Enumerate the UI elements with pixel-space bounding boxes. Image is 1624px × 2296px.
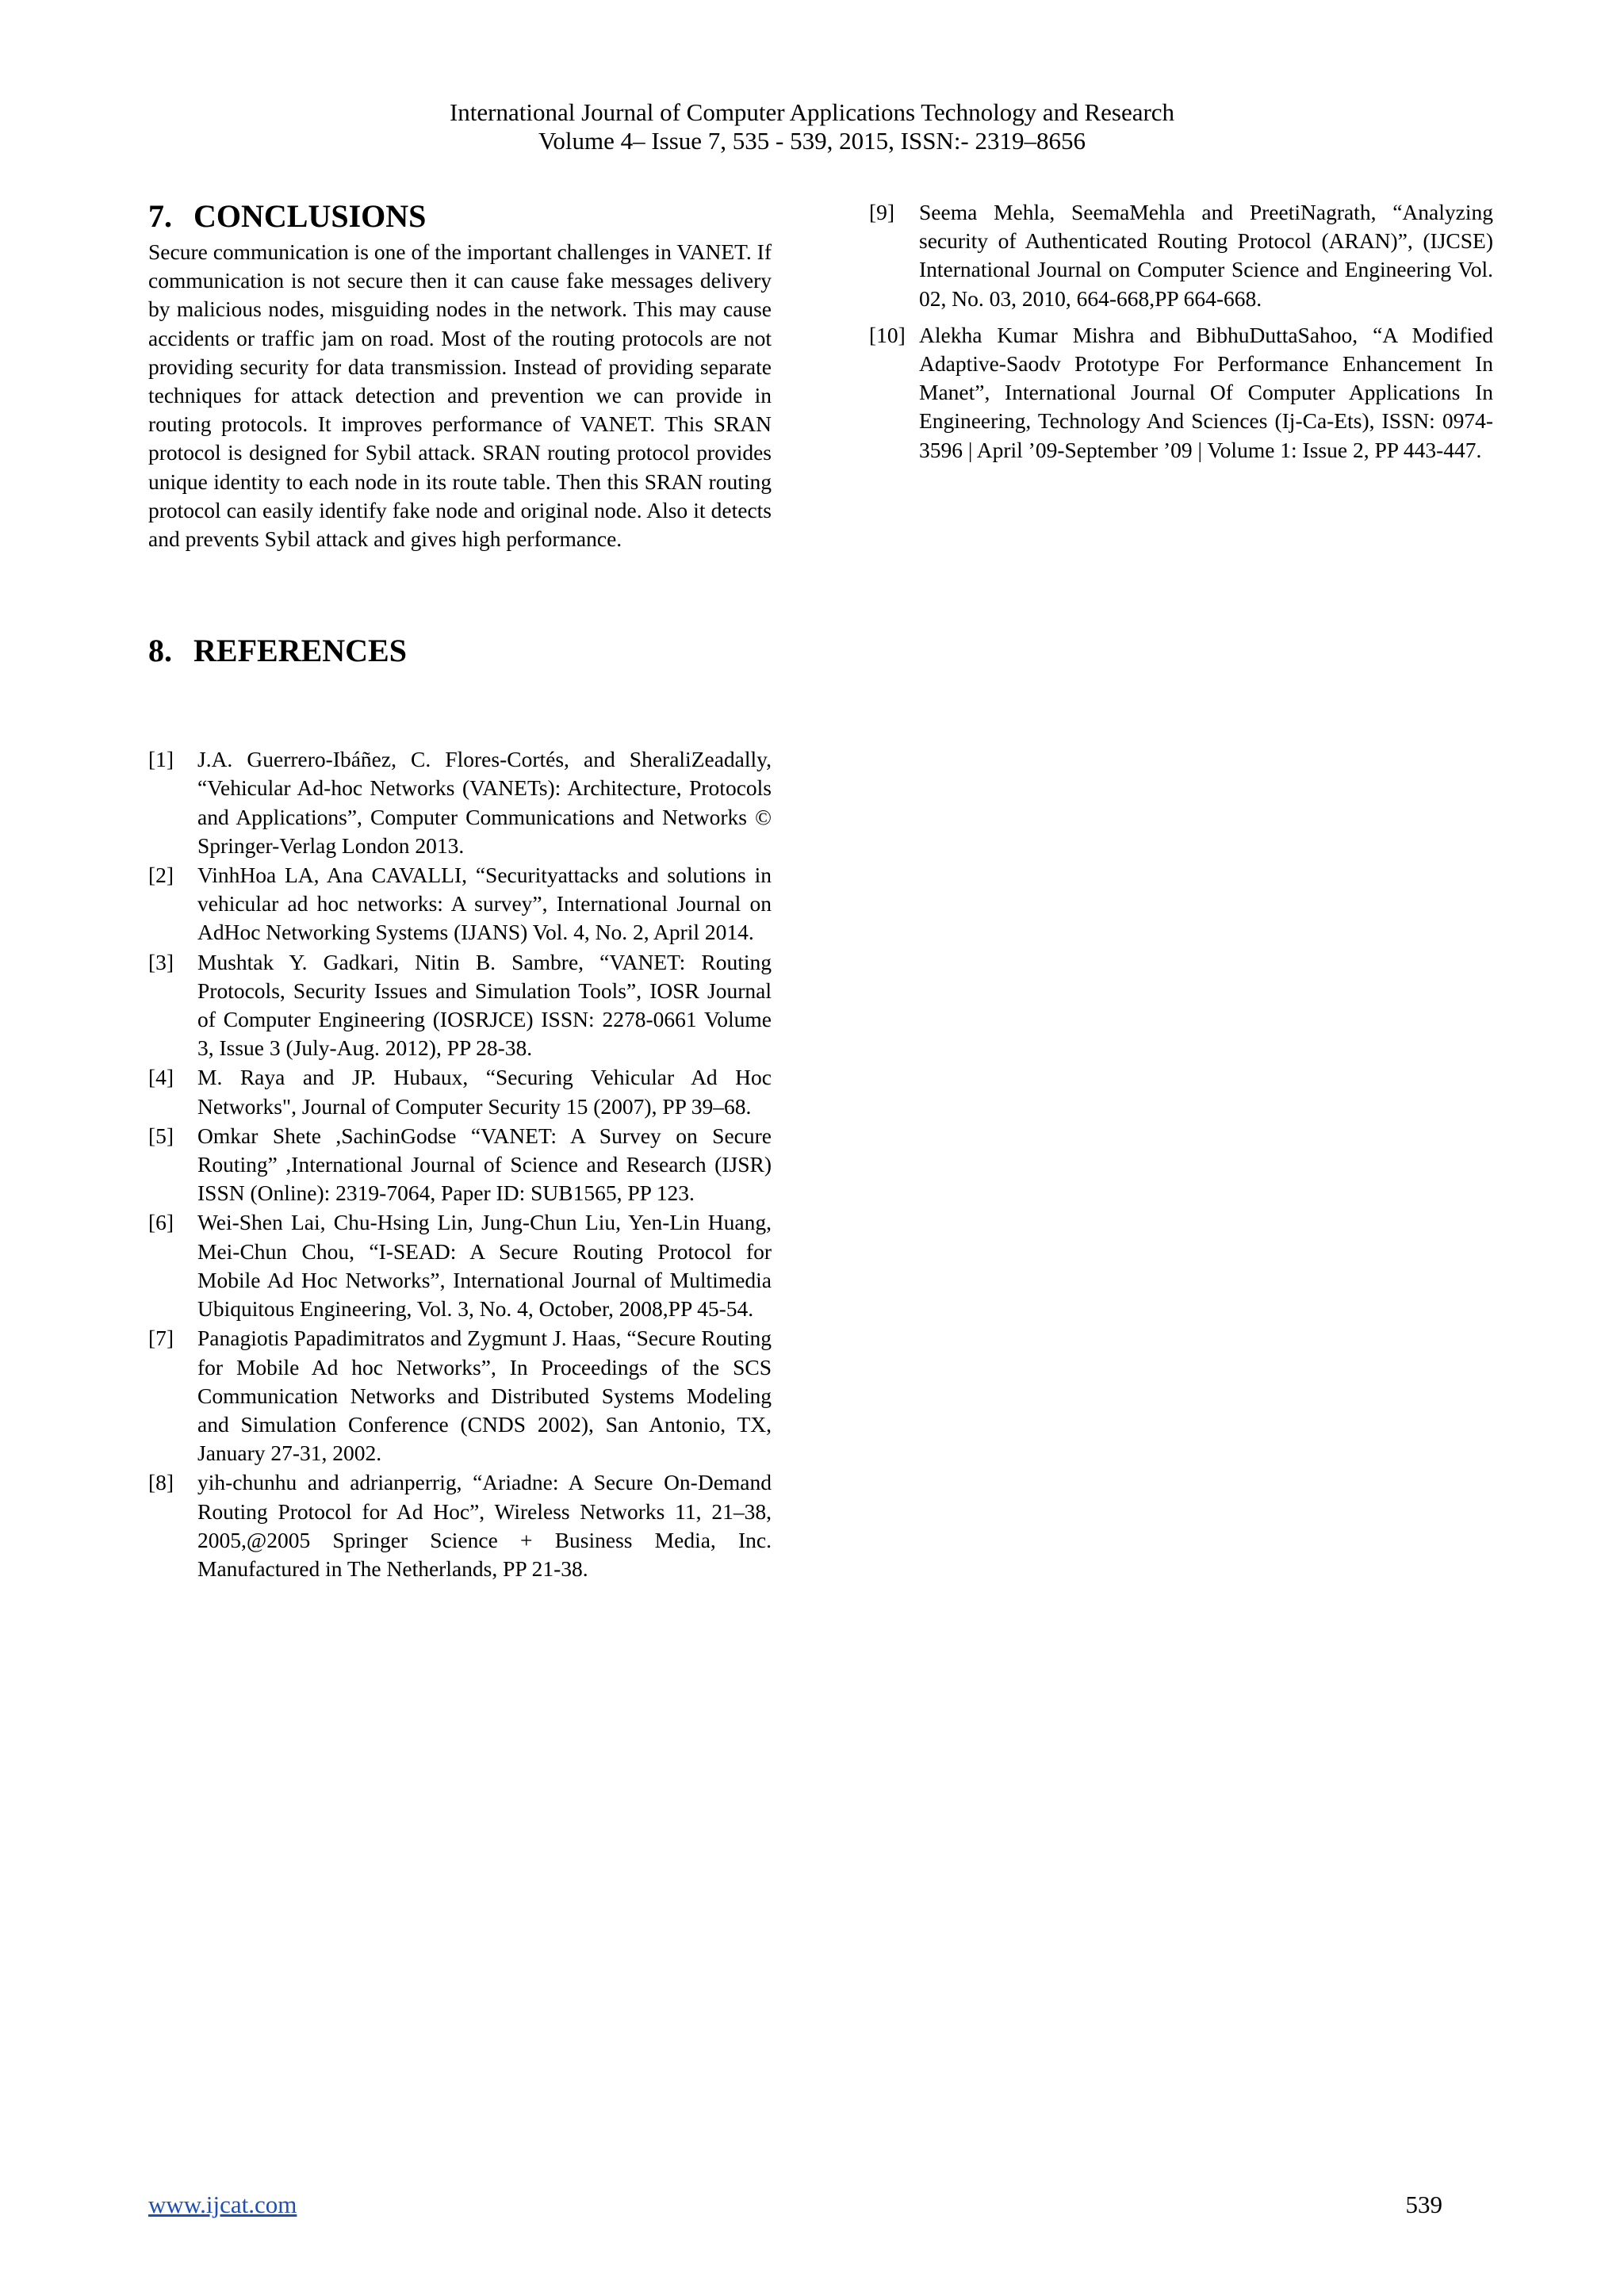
- reference-item: [148, 861, 772, 947]
- page-footer: [148, 2191, 1442, 2219]
- reference-number: [10]: [869, 322, 906, 347]
- reference-text: Mushtak Y. Gadkari, Nitin B. Sambre, “VANET: Routing Protocols, Security Issues and Simulation Tools”, IOSR Journal of Computer Engineering (IOSRJCE) ISSN: 2278-0661 Volume 3, Issue 3 (July-Aug. 2012), PP 28-38.: [197, 949, 772, 1061]
- reference-number: [9]: [869, 200, 895, 224]
- reference-number: [1]: [148, 747, 174, 772]
- reference-item: [148, 1324, 772, 1468]
- page-header: [0, 98, 1624, 155]
- reference-number: [6]: [148, 1210, 174, 1235]
- page-number: 539: [1405, 2191, 1442, 2218]
- reference-text: Seema Mehla, SeemaMehla and PreetiNagrath, “Analyzing security of Authenticated Routing Protocol (ARAN)”, (IJCSE) International Journal on Computer Science and Engineering Vol. 02, No. 03, 2010, 664-668,PP 664-668.: [919, 200, 1493, 311]
- reference-text: VinhHoa LA, Ana CAVALLI, “Securityattacks and solutions in vehicular ad hoc networks: A survey”, International Journal on AdHoc Networking Systems (IJANS) Vol. 4, No. 2, April 2014.: [197, 863, 772, 945]
- left-column: [148, 198, 772, 1584]
- reference-number: [4]: [148, 1065, 174, 1090]
- conclusions-number: 7.: [148, 198, 172, 234]
- conclusions-title: CONCLUSIONS: [193, 198, 427, 234]
- reference-text: Alekha Kumar Mishra and BibhuDuttaSahoo, “A Modified Adaptive-Saodv Prototype For Performance Enhancement In Manet”, International Journal Of Computer Applications In Engineering, Technology And Sciences (Ij-Ca-Ets), ISSN: 0974-3596 | April ’09-September ’09 | Volume 1: Issue 2, PP 443-447.: [919, 322, 1493, 462]
- journal-volume-info: Volume 4– Issue 7, 535 - 539, 2015, ISSN:- 2319–8656: [538, 127, 1086, 155]
- reference-text: Omkar Shete ,SachinGodse “VANET: A Survey on Secure Routing” ,International Journal of Science and Research (IJSR) ISSN (Online): 2319-7064, Paper ID: SUB1565, PP 123.: [197, 1123, 772, 1206]
- right-column: [869, 198, 1493, 473]
- reference-number: [3]: [148, 949, 174, 974]
- reference-number: [8]: [148, 1470, 174, 1495]
- reference-number: [7]: [148, 1326, 174, 1351]
- conclusions-paragraph: Secure communication is one of the important challenges in VANET. If communication is not secure then it can cause fake messages delivery by malicious nodes, misguiding nodes in the network. This may cause accidents or traffic jam on road. Most of the routing protocols are not providing security for data transmission. Instead of providing separate techniques for attack detection and prevention we can provide in routing protocols. It improves performance of VANET. This SRAN protocol is designed for Sybil attack. SRAN routing protocol provides unique identity to each node in its route table. Then this SRAN routing protocol can easily identify fake node and original node. Also it detects and prevents Sybil attack and gives high performance.: [148, 239, 772, 552]
- reference-item: [148, 1063, 772, 1120]
- conclusions-heading: [148, 198, 772, 235]
- reference-list-left: [148, 745, 772, 1583]
- reference-text: Wei-Shen Lai, Chu-Hsing Lin, Jung-Chun Liu, Yen-Lin Huang, Mei-Chun Chou, “I-SEAD: A Secure Routing Protocol for Mobile Ad Hoc Networks”, International Journal of Multimedia Ubiquitous Engineering, Vol. 3, No. 4, October, 2008,PP 45-54.: [197, 1210, 772, 1322]
- reference-item: [148, 745, 772, 860]
- references-title: REFERENCES: [193, 633, 407, 669]
- references-number: 8.: [148, 633, 172, 669]
- reference-item: [148, 1468, 772, 1583]
- reference-item: [148, 948, 772, 1063]
- website-link[interactable]: www.ijcat.com: [148, 2191, 297, 2218]
- reference-text: M. Raya and JP. Hubaux, “Securing Vehicular Ad Hoc Networks", Journal of Computer Security 15 (2007), PP 39–68.: [197, 1065, 772, 1119]
- reference-item: [869, 198, 1493, 313]
- reference-item: [869, 321, 1493, 465]
- journal-title: International Journal of Computer Applications Technology and Research: [449, 98, 1175, 126]
- references-heading: [148, 633, 772, 669]
- reference-text: J.A. Guerrero-Ibáñez, C. Flores-Cortés, and SheraliZeadally, “Vehicular Ad-hoc Networks (VANETs): Architecture, Protocols and Applications”, Computer Communications and Networks © Springer-Verlag London 2013.: [197, 747, 772, 858]
- reference-item: [148, 1122, 772, 1208]
- reference-item: [148, 1208, 772, 1323]
- reference-text: Panagiotis Papadimitratos and Zygmunt J. Haas, “Secure Routing for Mobile Ad hoc Networks”, In Proceedings of the SCS Communication Networks and Distributed Systems Modeling and Simulation Conference (CNDS 2002), San Antonio, TX, January 27-31, 2002.: [197, 1326, 772, 1466]
- reference-number: [2]: [148, 863, 174, 888]
- reference-list-right: [869, 198, 1493, 465]
- reference-number: [5]: [148, 1123, 174, 1148]
- reference-text: yih-chunhu and adrianperrig, “Ariadne: A Secure On-Demand Routing Protocol for Ad Hoc”, Wireless Networks 11, 21–38, 2005,@2005 Springer Science + Business Media, Inc. Manufactured in The Netherlands, PP 21-38.: [197, 1470, 772, 1581]
